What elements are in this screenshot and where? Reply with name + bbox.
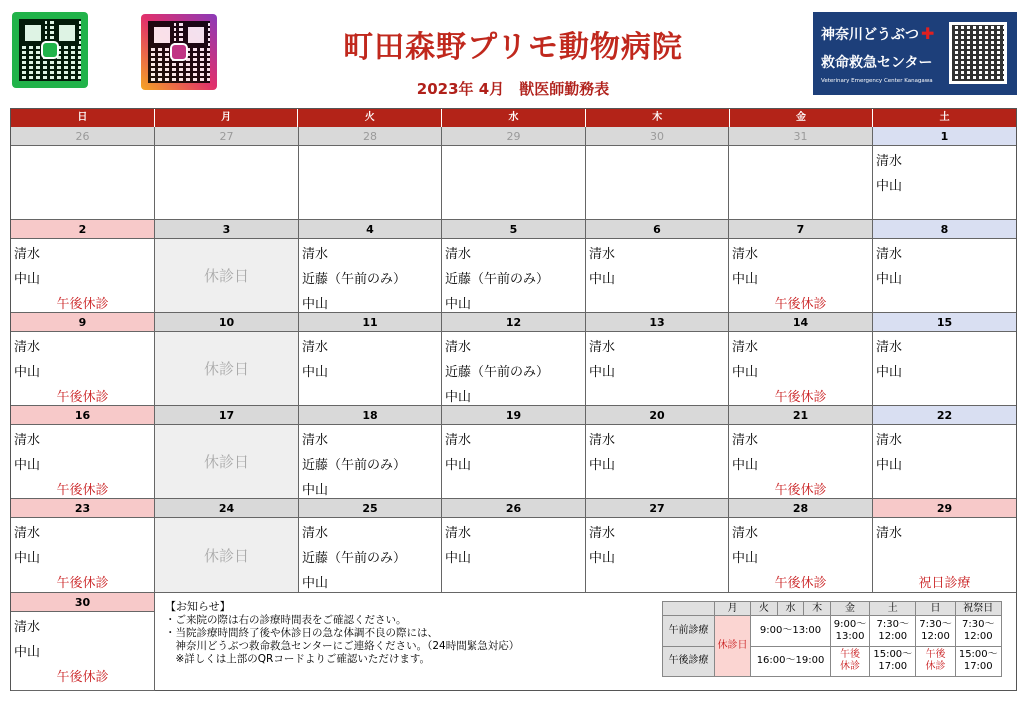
week-row: [11, 406, 1016, 499]
day-cell-5[interactable]: [442, 220, 586, 313]
staff-name: 中山: [14, 645, 41, 660]
staff-name: 清水: [302, 247, 329, 262]
page-subtitle: 2023年 4月 獣医師勤務表: [416, 80, 610, 98]
day-number: 24: [155, 499, 298, 518]
staff-list: [442, 425, 585, 478]
day-number: 31: [729, 127, 872, 146]
emergency-qr-code[interactable]: [949, 22, 1007, 84]
notice-line: ・当院診療時間終了後や休診日の急な体調不良の際には、: [165, 627, 438, 639]
staff-name: 近藤（午前のみ）: [302, 272, 407, 287]
day-number: 3: [155, 220, 298, 239]
day-number: 30: [11, 593, 154, 612]
week-row: [11, 127, 1016, 220]
weekday-0: 日: [11, 109, 155, 127]
hours-header: 月: [715, 602, 751, 616]
staff-list: [299, 332, 441, 385]
day-cell-31[interactable]: [729, 127, 873, 220]
day-number: 23: [11, 499, 154, 518]
staff-name: 中山: [445, 458, 472, 473]
day-number: 4: [299, 220, 441, 239]
holiday-pm-hours: 15:00〜 17:00: [955, 646, 1002, 677]
day-cell-29[interactable]: [873, 499, 1016, 593]
closed-label: 休診日: [155, 518, 298, 592]
day-cell-6[interactable]: [586, 220, 729, 313]
closed-label: 休診日: [155, 332, 298, 405]
staff-name: 清水: [14, 526, 41, 541]
staff-name: 清水: [876, 433, 903, 448]
staff-name: 中山: [732, 272, 759, 287]
staff-list: [442, 332, 585, 410]
week-row: [11, 313, 1016, 406]
hours-header: 火: [751, 602, 778, 616]
hours-header: 水: [777, 602, 804, 616]
staff-name: 清水: [589, 247, 616, 262]
staff-name: 中山: [302, 297, 329, 312]
staff-name: 中山: [14, 458, 41, 473]
staff-list: [729, 146, 872, 149]
day-number: 11: [299, 313, 441, 332]
staff-name: 清水: [732, 340, 759, 355]
staff-list: [11, 239, 154, 317]
staff-name: 清水: [14, 340, 41, 355]
staff-list: [299, 239, 441, 317]
notice-box: [159, 593, 579, 666]
staff-list: [11, 612, 154, 690]
hours-header: 日: [916, 602, 955, 616]
staff-name: 清水: [876, 340, 903, 355]
staff-list: [299, 146, 441, 149]
staff-list: [586, 332, 728, 385]
day-cell-16[interactable]: [11, 406, 155, 499]
day-note: 午後休診: [56, 483, 109, 498]
day-number: 14: [729, 313, 872, 332]
day-number: 30: [586, 127, 728, 146]
staff-name: 中山: [302, 576, 329, 591]
staff-name: 清水: [445, 247, 472, 262]
day-cell-12[interactable]: [442, 313, 586, 406]
staff-name: 清水: [732, 526, 759, 541]
staff-name: 清水: [876, 247, 903, 262]
day-note: 午後休診: [774, 483, 827, 498]
hours-header: 土: [870, 602, 916, 616]
staff-name: 中山: [14, 272, 41, 287]
day-number: 21: [729, 406, 872, 425]
day-cell-26[interactable]: [11, 127, 155, 220]
emergency-center-banner[interactable]: [813, 12, 1017, 95]
staff-list: [729, 518, 872, 596]
calendar: [10, 108, 1017, 691]
hours-header: 木: [804, 602, 831, 616]
staff-name: 清水: [445, 340, 472, 355]
staff-name: 中山: [876, 458, 903, 473]
staff-name: 中山: [589, 551, 616, 566]
staff-name: 清水: [445, 526, 472, 541]
day-cell-4[interactable]: [299, 220, 442, 313]
day-cell-9[interactable]: [11, 313, 155, 406]
day-number: 12: [442, 313, 585, 332]
staff-name: 中山: [445, 551, 472, 566]
day-number: 17: [155, 406, 298, 425]
day-number: 13: [586, 313, 728, 332]
staff-name: 中山: [302, 365, 329, 380]
weekday-3: 水: [442, 109, 586, 127]
day-cell-24[interactable]: [155, 499, 299, 593]
banner-line1: 神奈川どうぶつ ✚: [821, 24, 935, 43]
staff-name: 近藤（午前のみ）: [445, 365, 550, 380]
staff-name: 清水: [302, 526, 329, 541]
sun-am-hours: 7:30〜 12:00: [916, 616, 955, 647]
day-number: 2: [11, 220, 154, 239]
staff-list: [442, 239, 585, 317]
day-number: 27: [155, 127, 298, 146]
day-cell-26[interactable]: [442, 499, 586, 593]
day-number: 7: [729, 220, 872, 239]
hours-header: 金: [831, 602, 870, 616]
day-number: 5: [442, 220, 585, 239]
day-cell-19[interactable]: [442, 406, 586, 499]
staff-name: 清水: [589, 340, 616, 355]
sat-pm-hours: 15:00〜 17:00: [870, 646, 916, 677]
staff-list: [873, 518, 1016, 596]
day-number: 27: [586, 499, 728, 518]
day-number: 26: [442, 499, 585, 518]
day-cell-2[interactable]: [11, 220, 155, 313]
day-number: 1: [873, 127, 1016, 146]
staff-list: [729, 425, 872, 503]
day-cell-23[interactable]: [11, 499, 155, 593]
holiday-am-hours: 7:30〜 12:00: [955, 616, 1002, 647]
staff-name: 中山: [732, 551, 759, 566]
day-cell-27[interactable]: [155, 127, 299, 220]
monday-closed: 休診日: [715, 616, 751, 677]
staff-name: 中山: [876, 365, 903, 380]
staff-name: 中山: [589, 458, 616, 473]
week-row: [11, 499, 1016, 593]
staff-list: [586, 518, 728, 571]
hours-table: [662, 601, 1002, 677]
staff-name: 中山: [732, 458, 759, 473]
staff-name: 中山: [589, 365, 616, 380]
notice-line: ・ご来院の際は右の診療時間表をご確認ください。: [165, 614, 407, 626]
staff-name: 清水: [302, 433, 329, 448]
weekday-6: 土: [939, 112, 950, 123]
day-cell-15[interactable]: [873, 313, 1016, 406]
staff-name: 清水: [589, 526, 616, 541]
day-number: 28: [729, 499, 872, 518]
day-number: 28: [299, 127, 441, 146]
staff-name: 清水: [876, 154, 903, 169]
staff-list: [586, 239, 728, 292]
staff-name: 中山: [876, 272, 903, 287]
staff-name: 清水: [302, 340, 329, 355]
staff-list: [729, 332, 872, 410]
staff-name: 中山: [589, 272, 616, 287]
day-number: 9: [11, 313, 154, 332]
day-number: 18: [299, 406, 441, 425]
sat-am-hours: 7:30〜 12:00: [870, 616, 916, 647]
week-row: [11, 220, 1016, 313]
staff-name: 中山: [14, 551, 41, 566]
day-cell-30[interactable]: [586, 127, 729, 220]
day-note: 午後休診: [56, 670, 109, 685]
notice-heading: 【お知らせ】: [165, 600, 231, 613]
day-number: 22: [873, 406, 1016, 425]
day-cell-29[interactable]: [442, 127, 586, 220]
day-number: 16: [11, 406, 154, 425]
staff-list: [586, 146, 728, 149]
staff-list: [873, 425, 1016, 478]
day-cell-18[interactable]: [299, 406, 442, 499]
staff-name: 清水: [14, 620, 41, 635]
staff-name: 近藤（午前のみ）: [445, 272, 550, 287]
staff-list: [442, 146, 585, 149]
day-cell-28[interactable]: [299, 127, 442, 220]
staff-list: [873, 332, 1016, 385]
staff-name: 中山: [876, 179, 903, 194]
day-number: 10: [155, 313, 298, 332]
red-cross-icon: ✚: [921, 24, 935, 43]
staff-list: [11, 518, 154, 596]
staff-name: 清水: [732, 433, 759, 448]
day-number: 29: [442, 127, 585, 146]
day-cell-1[interactable]: [873, 127, 1016, 220]
day-cell-27[interactable]: [586, 499, 729, 593]
day-cell-3[interactable]: [155, 220, 299, 313]
day-cell-21[interactable]: [729, 406, 873, 499]
pm-label: 午後診療: [663, 646, 715, 677]
day-number: 8: [873, 220, 1016, 239]
staff-name: 清水: [445, 433, 472, 448]
day-cell-8[interactable]: [873, 220, 1016, 313]
banner-line2: 救命救急センター: [821, 55, 933, 71]
staff-name: 清水: [876, 526, 903, 541]
staff-name: 近藤（午前のみ）: [302, 458, 407, 473]
staff-list: [873, 146, 1016, 199]
fri-pm-closed: 午後 休診: [831, 646, 870, 677]
closed-label: 休診日: [155, 239, 298, 312]
day-note: 午後休診: [56, 390, 109, 405]
day-cell-11[interactable]: [299, 313, 442, 406]
day-cell-30[interactable]: [11, 593, 155, 691]
staff-name: 中山: [302, 483, 329, 498]
day-number: 20: [586, 406, 728, 425]
notice-line: 神奈川どうぶつ救命救急センターにご連絡ください。（24時間緊急対応）: [165, 640, 520, 652]
hours-header: 祝祭日: [955, 602, 1002, 616]
staff-list: [729, 239, 872, 317]
day-cell-20[interactable]: [586, 406, 729, 499]
week-row: [11, 593, 1016, 691]
closed-label: 休診日: [155, 425, 298, 498]
weekday-header: [11, 109, 1016, 127]
day-cell-17[interactable]: [155, 406, 299, 499]
weekday-1: 月: [155, 109, 299, 127]
day-number: 26: [11, 127, 154, 146]
staff-name: 清水: [732, 247, 759, 262]
day-cell-10[interactable]: [155, 313, 299, 406]
day-note: 午後休診: [774, 576, 827, 591]
day-cell-25[interactable]: [299, 499, 442, 593]
notice-line: ※詳しくは上部のQRコードよりご確認いただけます。: [165, 653, 431, 665]
staff-list: [873, 239, 1016, 292]
staff-list: [442, 518, 585, 571]
am-label: 午前診療: [663, 616, 715, 647]
day-number: 15: [873, 313, 1016, 332]
staff-list: [11, 425, 154, 503]
page-title: 町田森野プリモ動物病院: [343, 30, 683, 65]
staff-list: [11, 146, 154, 149]
day-note: 午後休診: [774, 390, 827, 405]
staff-name: 中山: [14, 365, 41, 380]
fri-am-hours: 9:00〜 13:00: [831, 616, 870, 647]
day-note: 午後休診: [56, 576, 109, 591]
hours-corner: [663, 602, 715, 616]
weekday-4: 木: [586, 109, 730, 127]
staff-list: [299, 425, 441, 503]
day-cell-13[interactable]: [586, 313, 729, 406]
day-cell-28[interactable]: [729, 499, 873, 593]
weekday-am-hours: 9:00〜13:00: [751, 616, 831, 647]
staff-name: 中山: [445, 390, 472, 405]
sun-pm-closed: 午後 休診: [916, 646, 955, 677]
day-number: 6: [586, 220, 728, 239]
weekday-pm-hours: 16:00〜19:00: [751, 646, 831, 677]
weekday-2: 火: [298, 109, 442, 127]
day-number: 25: [299, 499, 441, 518]
staff-list: [11, 332, 154, 410]
staff-name: 清水: [14, 247, 41, 262]
staff-name: 清水: [589, 433, 616, 448]
staff-name: 近藤（午前のみ）: [302, 551, 407, 566]
day-cell-7[interactable]: [729, 220, 873, 313]
weekday-5: 金: [730, 109, 874, 127]
staff-name: 中山: [445, 297, 472, 312]
staff-name: 清水: [14, 433, 41, 448]
banner-line3: Veterinary Emergency Center Kanagawa: [821, 78, 933, 84]
day-note: 午後休診: [774, 297, 827, 312]
day-number: 29: [873, 499, 1016, 518]
spacer: [876, 546, 1016, 571]
staff-list: [299, 518, 441, 596]
staff-list: [586, 425, 728, 478]
day-note: 祝日診療: [918, 576, 971, 591]
day-number: 19: [442, 406, 585, 425]
day-cell-14[interactable]: [729, 313, 873, 406]
staff-list: [155, 146, 298, 149]
day-cell-22[interactable]: [873, 406, 1016, 499]
staff-name: 中山: [732, 365, 759, 380]
day-note: 午後休診: [56, 297, 109, 312]
